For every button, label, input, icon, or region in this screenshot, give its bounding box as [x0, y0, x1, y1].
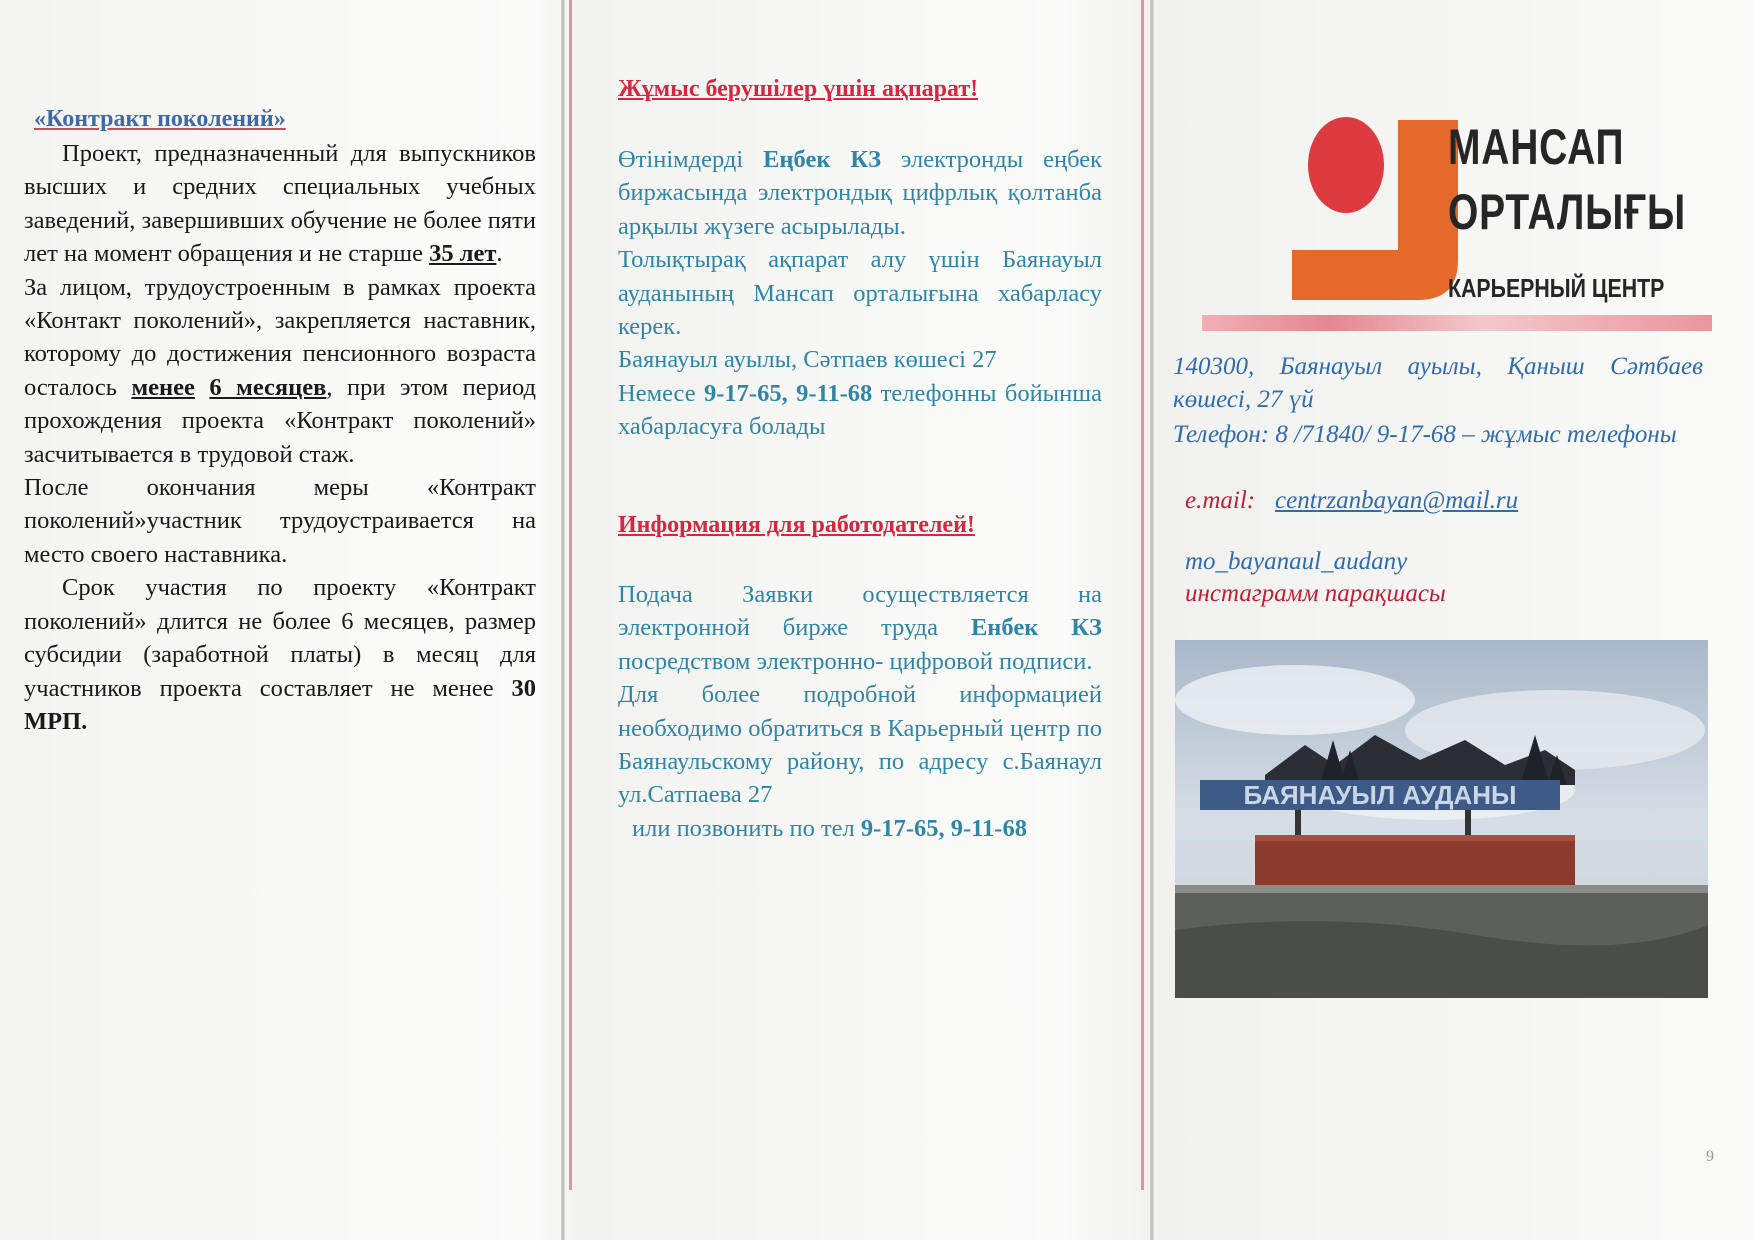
panel-edge-accent	[1141, 0, 1144, 1190]
middle-panel-kz-body	[618, 143, 1102, 444]
left-panel-body	[24, 137, 536, 738]
fold-line-right	[1150, 0, 1154, 1240]
logo-underline-bar	[1202, 315, 1712, 331]
phone-text: Телефон: 8 /71840/ 9-17-68 – жұмыс телефоны	[1173, 421, 1677, 448]
logo-title-line2: ОРТАЛЫҒЫ	[1448, 184, 1686, 240]
paragraph-duration: Срок участия по проекту «Контракт поколений» длится не более 6 месяцев, размер субсидии (заработной платы) в месяц для участников проекта составляет не менее 30 МРП.	[24, 574, 536, 735]
address-text: 140300, Баянауыл ауылы, Қаныш Сәтбаев көшесі, 27 үй	[1173, 353, 1703, 413]
paragraph-after: После окончания меры «Контракт поколений»участник трудоустраивается на место своего наставника.	[24, 474, 536, 568]
email-label: e.mail:	[1185, 487, 1256, 514]
employer-info-heading-kz: Жұмыс берушілер үшін ақпарат!	[618, 76, 979, 102]
instagram-label: инстаграмм парақшасы	[1185, 580, 1446, 607]
email-link[interactable]: centrzanbayan@mail.ru	[1275, 487, 1519, 514]
ru-paragraph-phone: или позвонить по тел 9-17-65, 9-11-68	[632, 814, 1027, 842]
ru-paragraph-contact: Для более подробной информацией необходимо обратиться в Карьерный центр по Баянаульскому району, по адресу с.Баянаул ул.Сатпаева 27	[618, 681, 1102, 809]
employer-info-heading-ru: Информация для работодателей!	[618, 512, 975, 538]
kz-paragraph-application: Өтінімдерді Еңбек КЗ электронды еңбек биржасында электрондық цифрлық қолтанба арқылы жүзеге асырылады.	[618, 146, 1103, 240]
instagram-handle[interactable]: mo_bayanaul_audany	[1185, 548, 1408, 575]
page-number-mark: 9	[1706, 1148, 1714, 1165]
middle-panel-ru-body	[618, 578, 1102, 845]
sign-text: БАЯНАУЫЛ АУДАНЫ	[1243, 780, 1517, 810]
kz-paragraph-contact: Толықтырақ ақпарат алу үшін Баянауыл ауданының Мансап орталығына хабарласу керек.	[618, 246, 1102, 341]
bayanaul-sign-photo	[1175, 640, 1708, 998]
logo-title-line1: МАНСАП	[1448, 119, 1625, 175]
kz-paragraph-phone: Немесе 9-17-65, 9-11-68 телефонны бойынша хабарласуға болады	[618, 379, 1102, 441]
paragraph-mentor: За лицом, трудоустроенным в рамках проекта «Контакт поколений», закрепляется наставник, которому до достижения пенсионного возраста осталось менее 6 месяцев, при этом период прохождения проекта «Контракт поколений» засчитывается в трудовой стаж.	[24, 273, 537, 468]
logo-subtitle: КАРЬЕРНЫЙ ЦЕНТР	[1448, 273, 1665, 303]
paragraph-project: Проект, предназначенный для выпускников высших и средних специальных учебных заведений, завершивших обучение не более пяти лет на момент обращения и не старше 35 лет.	[24, 140, 536, 268]
left-panel-heading: «Контракт поколений»	[34, 106, 286, 132]
ru-paragraph-application: Подача Заявки осуществляется на электронной бирже труда Енбек КЗ посредством электронно- цифровой подписи.	[618, 581, 1102, 675]
fold-line-left	[561, 0, 565, 1240]
mansap-logo-icon	[1288, 110, 1458, 310]
panel-edge-accent	[569, 0, 572, 1190]
kz-paragraph-address: Баянауыл ауылы, Сәтпаев көшесі 27	[618, 346, 997, 374]
